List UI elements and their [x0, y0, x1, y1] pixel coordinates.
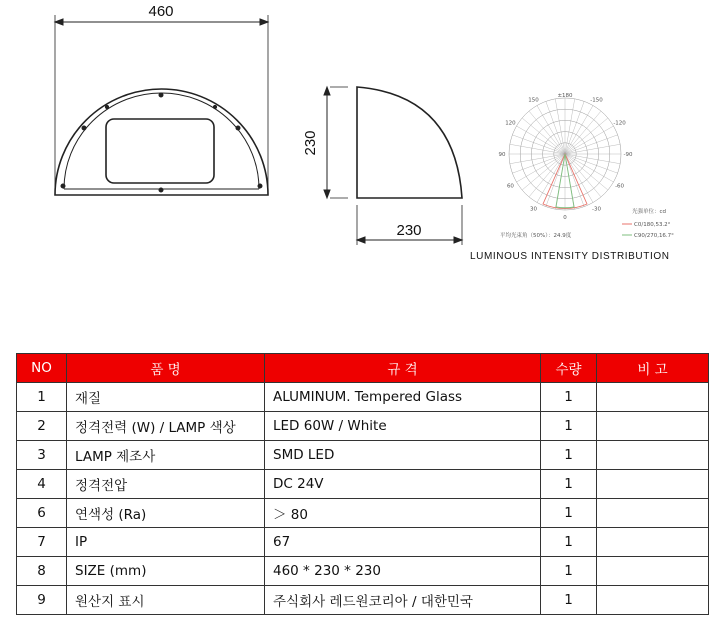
cell-qty: 1: [541, 383, 597, 412]
header-name: 품 명: [67, 354, 265, 383]
cell-no: 9: [17, 586, 67, 615]
cell-name: 정격전압: [67, 470, 265, 499]
cell-spec: ＞ 80: [265, 499, 541, 528]
cell-no: 2: [17, 412, 67, 441]
luminous-polar-chart: [499, 97, 633, 221]
legend-c90: C90/270,16.7°: [634, 233, 674, 239]
cell-name: 원산지 표시: [67, 586, 265, 615]
polar-angle-label: -90: [623, 152, 633, 158]
polar-angle-label: 120: [505, 120, 516, 127]
cell-spec: SMD LED: [265, 441, 541, 470]
table-row: [17, 557, 709, 586]
cell-no: 6: [17, 499, 67, 528]
front-view: [55, 15, 268, 195]
cell-qty: 1: [541, 586, 597, 615]
polar-angle-label: -60: [615, 183, 625, 190]
distribution-caption: LUMINOUS INTENSITY DISTRIBUTION: [470, 251, 670, 262]
table-row: [17, 586, 709, 615]
cell-no: 8: [17, 557, 67, 586]
spec-table: [16, 353, 709, 615]
polar-angle-label: -150: [590, 97, 603, 104]
cell-no: 7: [17, 528, 67, 557]
table-row: [17, 528, 709, 557]
polar-angle-label: 0: [563, 215, 567, 221]
side-view: [324, 87, 462, 245]
polar-angle-label: 90: [498, 152, 506, 158]
table-row: [17, 470, 709, 499]
header-note: 비 고: [597, 354, 709, 383]
table-row: [17, 499, 709, 528]
cell-no: 3: [17, 441, 67, 470]
cell-qty: 1: [541, 557, 597, 586]
cell-qty: 1: [541, 441, 597, 470]
cell-name: SIZE (mm): [67, 557, 265, 586]
cell-note: [597, 557, 709, 586]
cell-no: 1: [17, 383, 67, 412]
cell-spec: 460 * 230 * 230: [265, 557, 541, 586]
header-spec: 규 격: [265, 354, 541, 383]
polar-unit-label: 光强单位：cd: [632, 209, 667, 215]
cell-note: [597, 412, 709, 441]
cell-spec: DC 24V: [265, 470, 541, 499]
beam-angle-label: 平均光束角（50%）：24.9度: [500, 233, 572, 239]
legend-c0: C0/180,53.2°: [634, 222, 671, 228]
technical-drawing: [0, 0, 720, 300]
cell-name: 연색성 (Ra): [67, 499, 265, 528]
cell-qty: 1: [541, 528, 597, 557]
header-no: NO: [17, 354, 67, 383]
polar-angle-label: 150: [528, 97, 539, 104]
side-height-dimension: 230: [302, 130, 319, 156]
cell-spec: 67: [265, 528, 541, 557]
cell-note: [597, 383, 709, 412]
cell-note: [597, 528, 709, 557]
polar-angle-label: 60: [506, 183, 514, 190]
cell-note: [597, 441, 709, 470]
cell-spec: 주식회사 레드원코리아 / 대한민국: [265, 586, 541, 615]
cell-name: 재질: [67, 383, 265, 412]
cell-note: [597, 586, 709, 615]
cell-no: 4: [17, 470, 67, 499]
cell-note: [597, 499, 709, 528]
cell-qty: 1: [541, 470, 597, 499]
cell-spec: LED 60W / White: [265, 412, 541, 441]
cell-qty: 1: [541, 499, 597, 528]
table-row: [17, 412, 709, 441]
header-qty: 수량: [541, 354, 597, 383]
cell-name: IP: [67, 528, 265, 557]
polar-top-label: ±180: [557, 93, 573, 99]
table-row: [17, 383, 709, 412]
side-depth-dimension: 230: [396, 222, 422, 239]
cell-qty: 1: [541, 412, 597, 441]
table-row: [17, 441, 709, 470]
polar-angle-label: 30: [530, 206, 537, 213]
cell-name: LAMP 제조사: [67, 441, 265, 470]
polar-angle-label: -120: [613, 120, 626, 127]
cell-spec: ALUMINUM. Tempered Glass: [265, 383, 541, 412]
cell-note: [597, 470, 709, 499]
front-width-dimension: 460: [148, 3, 174, 20]
table-header-row: [17, 354, 709, 383]
cell-name: 정격전력 (W) / LAMP 색상: [67, 412, 265, 441]
polar-angle-label: -30: [592, 206, 601, 213]
